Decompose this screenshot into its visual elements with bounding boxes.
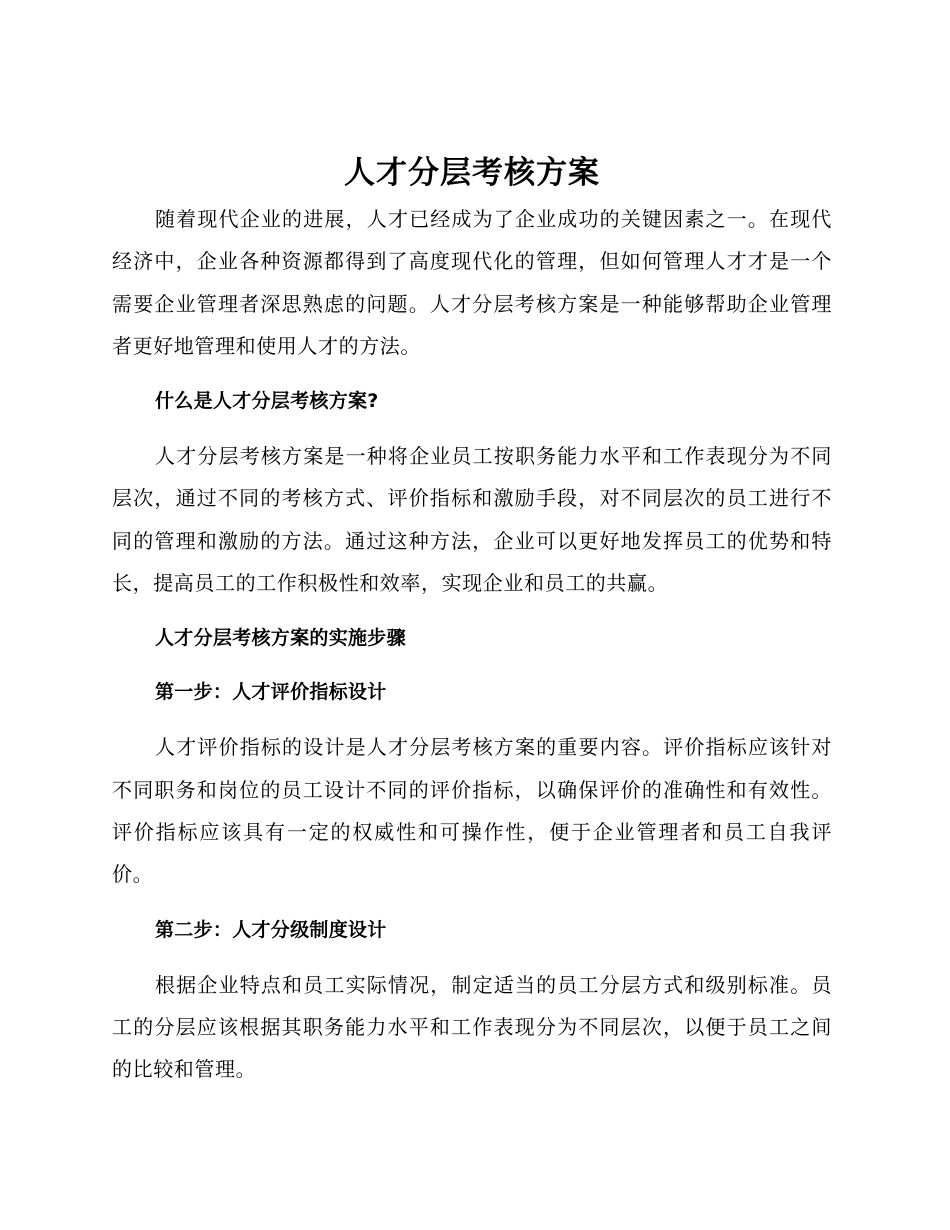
section-what-heading: 什么是人才分层考核方案? — [155, 390, 379, 413]
step2-paragraph: 根据企业特点和员工实际情况，制定适当的员工分层方式和级别标准。员工的分层应该根据其职务能力水平和工作表现分为不同层次，以便于员工之间的比较和管理。 — [112, 972, 832, 1082]
spacer — [112, 367, 832, 381]
spacer — [112, 712, 832, 726]
spacer — [112, 604, 832, 618]
section-steps-heading: 人才分层考核方案的实施步骤 — [155, 627, 406, 650]
step1-paragraph: 人才评价指标的设计是人才分层考核方案的重要内容。评价指标应该针对不同职务和岗位的员工设计不同的评价指标，以确保评价的准确性和有效性。评价指标应该具有一定的权威性和可操作性，便于企业管理者和员工自我评价。 — [112, 735, 832, 887]
section-what-paragraph: 人才分层考核方案是一种将企业员工按职务能力水平和工作表现分为不同层次，通过不同的考核方式、评价指标和激励手段，对不同层次的员工进行不同的管理和激励的方法。通过这种方法，企业可以更好地发挥员工的优势和特长，提高员工的工作积极性和效率，实现企业和员工的共赢。 — [112, 444, 832, 596]
document-page — [112, 148, 832, 1090]
spacer — [112, 896, 832, 910]
spacer — [112, 950, 832, 964]
document-title: 人才分层考核方案 — [344, 155, 600, 191]
spacer — [112, 421, 832, 435]
step2-heading: 第二步：人才分级制度设计 — [155, 918, 387, 941]
step1-heading: 第一步：人才评价指标设计 — [155, 681, 387, 704]
spacer — [112, 658, 832, 672]
intro-paragraph: 随着现代企业的进展，人才已经成为了企业成功的关键因素之一。在现代经济中，企业各种资源都得到了高度现代化的管理，但如何管理人才才是一个需要企业管理者深思熟虑的问题。人才分层考核方案是一种能够帮助企业管理者更好地管理和使用人才的方法。 — [112, 207, 832, 358]
